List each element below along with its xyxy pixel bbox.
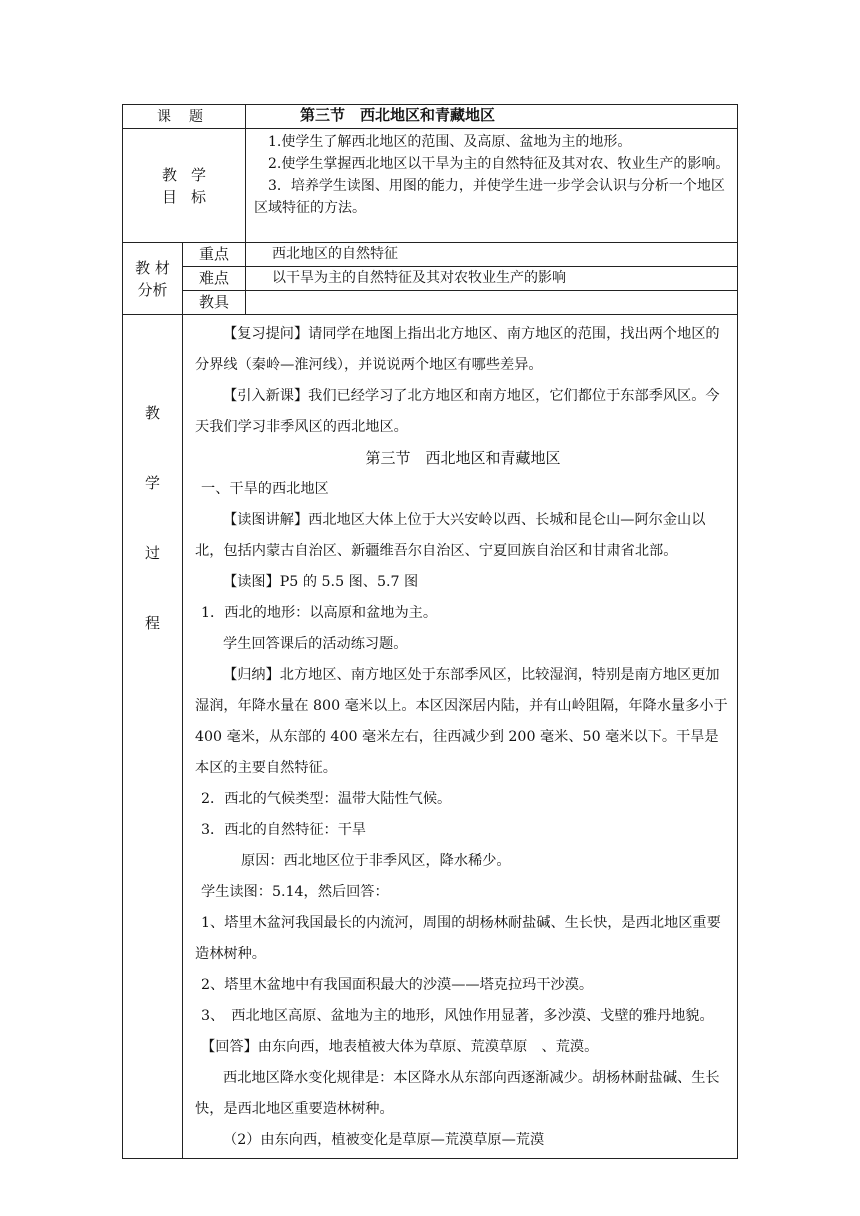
difficulty-value: 以干旱为主的自然特征及其对农牧业生产的影响 (246, 267, 738, 291)
goal-item: 3．培养学生读图、用图的能力，并使学生进一步学会认识与分析一个地区区域特征的方法。 (254, 178, 725, 216)
goal-item: 2.使学生掌握西北地区以干旱为主的自然特征及其对农、牧业生产的影响。 (268, 156, 730, 172)
process-paragraph: 3、 西北地区高原、盆地为主的地形，风蚀作用显著，多沙漠、戈壁的雅丹地貌。 (201, 1008, 714, 1024)
process-label-char: 过 (144, 544, 160, 562)
process-label (123, 315, 183, 1159)
materials-label-line2: 分析 (137, 280, 168, 299)
tools-value (246, 291, 738, 315)
process-subheading: 一、干旱的西北地区 (201, 481, 329, 497)
lesson-plan-table (122, 104, 738, 1159)
materials-label (123, 243, 183, 315)
process-label-char: 程 (144, 614, 160, 632)
topic-row (123, 105, 738, 129)
process-row (123, 315, 738, 1159)
process-paragraph: 2．西北的气候类型：温带大陆性气候。 (201, 791, 452, 807)
tools-row (123, 291, 738, 315)
process-paragraph: 【读图】P5 的 5.5 图、5.7 图 (223, 574, 419, 590)
section-heading: 第三节 西北地区和青藏地区 (365, 449, 561, 467)
process-paragraph: 学生读图：5.14，然后回答： (201, 884, 389, 900)
process-paragraph: 学生回答课后的活动练习题。 (223, 636, 408, 652)
process-paragraph: 【复习提问】请同学在地图上指出北方地区、南方地区的范围，找出两个地区的分界线（秦岭—淮河线），并说说两个地区有哪些差异。 (195, 326, 720, 373)
process-paragraph: 【引入新课】我们已经学习了北方地区和南方地区，它们都位于东部季风区。今天我们学习非季风区的西北地区。 (195, 388, 720, 435)
process-paragraph: 西北地区降水变化规律是：本区降水从东部向西逐渐减少。胡杨林耐盐碱、生长快，是西北地区重要造林树种。 (195, 1070, 720, 1117)
process-paragraph: 1．西北的地形：以高原和盆地为主。 (201, 605, 438, 621)
key-point-value: 西北地区的自然特征 (246, 243, 738, 267)
process-paragraph: 1、塔里木盆河我国最长的内流河，周围的胡杨林耐盐碱、生长快，是西北地区重要造林树种。 (195, 915, 721, 962)
process-paragraph: 【归纳】北方地区、南方地区处于东部季风区，比较湿润，特别是南方地区更加湿润，年降水量在 800 毫米以上。本区因深居内陆，并有山岭阻隔，年降水量多小于 400 毫米，从东部的 400 毫米左右，往西减少到 200 毫米、50 毫米以下。干旱是本区的主要自然特征。 (195, 667, 728, 776)
goal-item: 1.使学生了解西北地区的范围、及高原、盆地为主的地形。 (268, 134, 632, 150)
goals-row (123, 129, 738, 243)
process-paragraph: 3．西北的自然特征：干旱 (201, 822, 367, 838)
materials-label-line1: 教 材 (135, 258, 170, 277)
key-point-row (123, 243, 738, 267)
process-paragraph: 原因：西北地区位于非季风区，降水稀少。 (241, 853, 511, 869)
process-paragraph: 【回答】由东向西，地表植被大体为草原、荒漠草原 、荒漠。 (201, 1039, 599, 1055)
process-label-char: 学 (144, 474, 160, 492)
goals-label-line2: 目标 (161, 187, 220, 206)
process-paragraph: 2、塔里木盆地中有我国面积最大的沙漠——塔克拉玛干沙漠。 (201, 977, 594, 993)
key-point-label: 重点 (183, 243, 246, 267)
difficulty-label: 难点 (183, 267, 246, 291)
goals-label-line1: 教学 (161, 165, 220, 184)
topic-title: 第三节 西北地区和青藏地区 (246, 105, 738, 129)
tools-label: 教具 (183, 291, 246, 315)
process-paragraph: 【读图讲解】西北地区大体上位于大兴安岭以西、长城和昆仑山—阿尔金山以北，包括内蒙古自治区、新疆维吾尔自治区、宁夏回族自治区和甘肃省北部。 (195, 512, 706, 559)
process-label-char: 教 (144, 404, 160, 422)
goals-label (123, 129, 246, 243)
process-content (183, 315, 738, 1159)
difficulty-row (123, 267, 738, 291)
goals-list (246, 129, 738, 243)
topic-label: 课题 (123, 105, 246, 129)
process-paragraph: （2）由东向西，植被变化是草原—荒漠草原—荒漠 (223, 1132, 545, 1148)
